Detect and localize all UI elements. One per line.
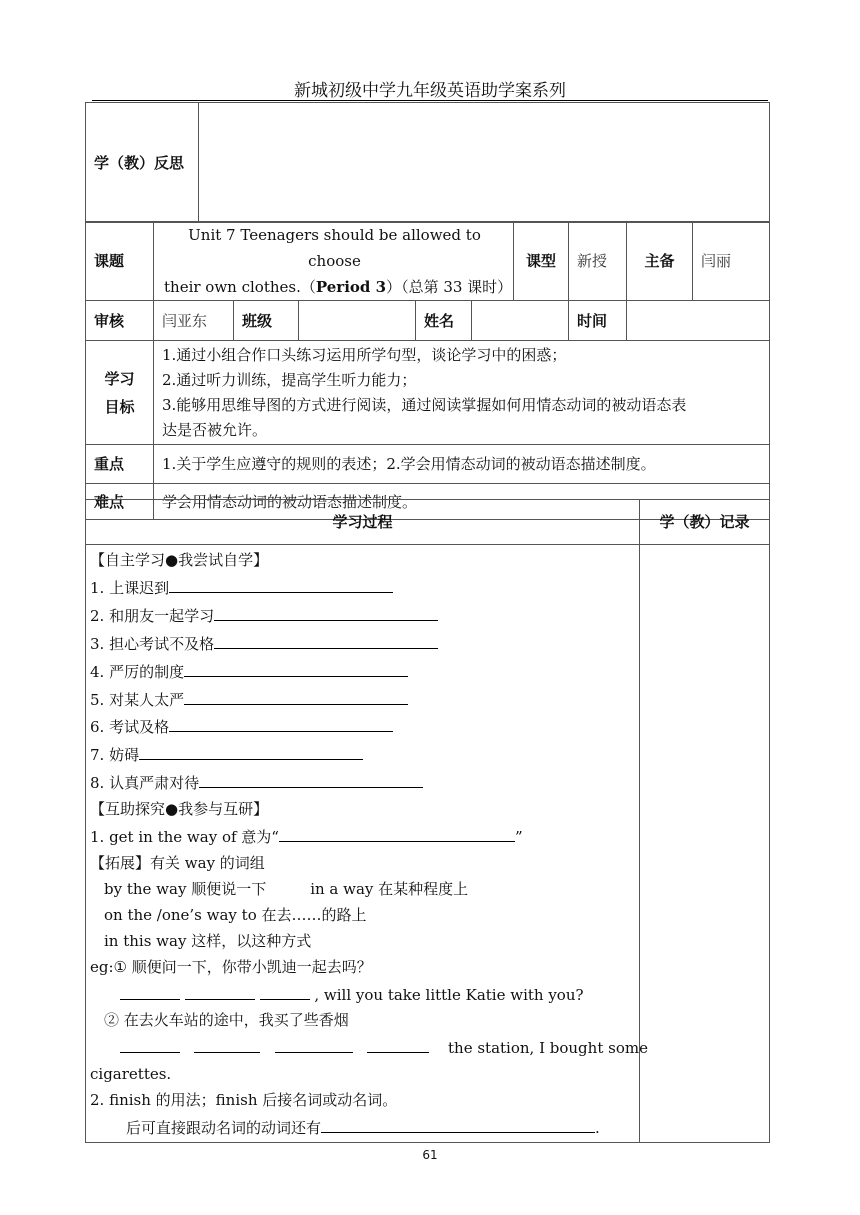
page-header-title: 新城初级中学九年级英语助学案系列: [294, 81, 566, 101]
phrase-row: by the way 顺便说一下 in a way 在某种程度上: [104, 879, 469, 898]
time-field[interactable]: [627, 301, 770, 341]
lead-value: 闫丽: [693, 222, 770, 301]
topic-period: Period 3: [315, 278, 387, 296]
vocab-item: 4. 严厉的制度: [90, 658, 632, 686]
answer-blank[interactable]: [120, 981, 180, 1000]
example-2-continued: cigarettes.: [90, 1065, 172, 1084]
answer-blank[interactable]: [120, 1034, 180, 1053]
answer-blank[interactable]: [214, 630, 438, 649]
phrase-row: in this way 这样，以这种方式: [104, 931, 312, 950]
extend-heading: 【拓展】有关 way 的词组: [90, 853, 265, 872]
answer-blank[interactable]: [184, 686, 408, 705]
answer-blank[interactable]: [185, 981, 255, 1000]
goals-list: [154, 341, 770, 445]
topic-line-2c: ）（总第 33 课时）: [386, 278, 513, 296]
goal-item: 达是否被允许。: [162, 420, 268, 439]
vocab-item: 2. 和朋友一起学习: [90, 602, 632, 630]
vocab-item: 1. 上课迟到: [90, 574, 632, 602]
example-1: eg:① 顺便问一下，你带小凯迪一起去吗？: [90, 957, 372, 976]
answer-blank[interactable]: [169, 574, 393, 593]
goal-item: 2.通过听力训练，提高学生听力能力；: [162, 370, 417, 389]
class-label: 班级: [234, 301, 299, 341]
type-value: 新授: [569, 222, 627, 301]
vocab-item: 8. 认真严肃对待: [90, 769, 632, 797]
lesson-info-table: [85, 221, 770, 520]
answer-blank[interactable]: [367, 1034, 429, 1053]
vocab-item: 5. 对某人太严: [90, 686, 632, 714]
record-cell: [640, 545, 770, 1143]
cooperative-heading: 【互助探究●我参与互研】: [90, 800, 269, 819]
vocab-item: 6. 考试及格: [90, 713, 632, 741]
example-2-answer: the station, I bought some: [90, 1034, 632, 1062]
review-label: 审核: [86, 301, 154, 341]
topic-label: 课题: [86, 222, 154, 301]
reflection-label: 学（教）反思: [86, 103, 199, 223]
answer-blank[interactable]: [199, 769, 423, 788]
process-content: [86, 545, 648, 1143]
answer-blank[interactable]: [214, 602, 438, 621]
lead-label: 主备: [627, 222, 693, 301]
header-rule: [92, 100, 768, 101]
topic-line-2a: their own clothes.（: [164, 278, 316, 296]
answer-blank[interactable]: [321, 1114, 595, 1133]
goal-item: 3.能够用思维导图的方式进行阅读，通过阅读掌握如何用情态动词的被动语态表: [162, 395, 687, 414]
reflection-table: [85, 102, 770, 223]
vocab-item: 7. 妨碍: [90, 741, 632, 769]
process-table: [85, 499, 770, 1143]
class-field[interactable]: [299, 301, 416, 341]
answer-blank[interactable]: [194, 1034, 260, 1053]
answer-blank[interactable]: [260, 981, 310, 1000]
vocab-item: 3. 担心考试不及格: [90, 630, 632, 658]
key-points-text: 1.关于学生应遵守的规则的表述；2.学会用情态动词的被动语态描述制度。: [154, 445, 770, 484]
topic-line-1: Unit 7 Teenagers should be allowed to choose: [188, 226, 481, 270]
name-field[interactable]: [472, 301, 569, 341]
type-label: 课型: [514, 222, 569, 301]
answer-blank[interactable]: [279, 823, 515, 842]
phrase-row: on the /one’s way to 在去……的路上: [104, 905, 367, 924]
goals-label: [86, 341, 154, 445]
difficulties-label: 难点: [86, 484, 154, 520]
answer-blank[interactable]: [184, 658, 408, 677]
answer-blank[interactable]: [139, 741, 363, 760]
answer-blank[interactable]: [275, 1034, 353, 1053]
key-points-label: 重点: [86, 445, 154, 484]
time-label: 时间: [569, 301, 627, 341]
goal-item: 1.通过小组合作口头练习运用所学句型，谈论学习中的困惑；: [162, 345, 567, 364]
process-header: 学习过程: [86, 500, 640, 545]
name-label: 姓名: [416, 301, 472, 341]
page-number: 61: [422, 1148, 438, 1162]
topic-value: [154, 222, 514, 301]
example-1-answer: , will you take little Katie with you?: [90, 981, 632, 1009]
finish-more: 后可直接跟动名词的动词还有 .: [90, 1114, 632, 1142]
example-2: ② 在去火车站的途中，我买了些香烟: [104, 1011, 349, 1030]
reflection-cell: [199, 103, 770, 223]
answer-blank[interactable]: [169, 713, 393, 732]
question-1: 1. get in the way of 意为“ ”: [90, 823, 632, 851]
self-study-heading: 【自主学习●我尝试自学】: [90, 551, 269, 569]
difficulties-text: 学会用情态动词的被动语态描述制度。: [154, 484, 770, 520]
goals-label-1: 学习: [104, 369, 135, 388]
review-value: 闫亚东: [154, 301, 234, 341]
goals-label-2: 目标: [104, 397, 135, 416]
finish-usage: 2. finish 的用法；finish 后接名词或动名词。: [90, 1091, 398, 1110]
record-header: 学（教）记录: [640, 500, 770, 545]
